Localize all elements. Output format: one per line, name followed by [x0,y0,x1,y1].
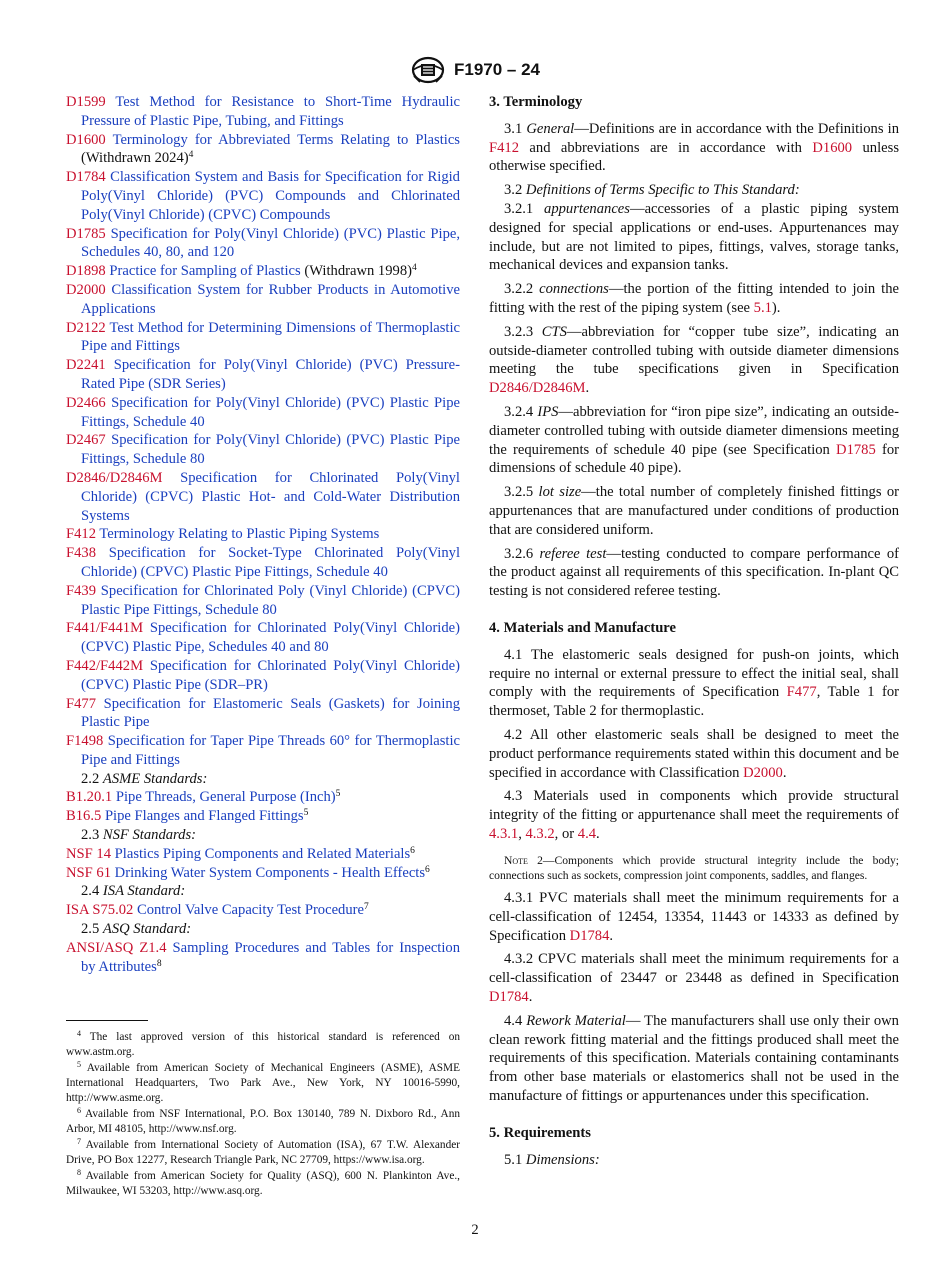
para-3-2-2: 3.2.2 connections—the portion of the fitting intended to join the fitting with the rest of the piping system (see 5.1). [489,281,899,316]
section-2-4: 2.4 ISA Standard: [81,883,186,900]
footnote-marker: 6 [425,864,430,875]
reference-item [66,469,460,525]
reference-title-link[interactable]: Specification for Elastomeric Seals (Gaskets) for Joining Plastic Pipe [81,695,460,731]
reference-list [66,93,460,770]
reference-title-link[interactable]: Specification for Socket-Type Chlorinated Poly(Vinyl Chloride) (CPVC) Plastic Pipe Fittings, Schedule 40 [81,545,460,580]
link-d1785[interactable]: D1785 [836,441,876,458]
section-2-5: 2.5 ASQ Standard: [81,921,192,938]
footnote-item [66,1107,460,1137]
isa-reference-list [66,901,460,920]
right-column [489,93,899,1174]
reference-title-link[interactable]: Specification for Chlorinated Poly (Vinyl Chloride) (CPVC) Plastic Pipe Fittings, Schedule 80 [81,582,460,618]
reference-item [66,131,460,169]
footnote-number: 7 [77,1137,81,1146]
footnote-divider [66,1020,148,1021]
footnote-marker: 5 [303,808,309,819]
link-4-4[interactable]: 4.4 [577,825,597,842]
reference-item [66,356,460,394]
reference-title-link[interactable]: Classification System and Basis for Specification for Rigid Poly(Vinyl Chloride) (PVC) Compounds and Chlorinated Poly(Vinyl Chloride) (CPVC) Compounds [81,169,460,223]
reference-title-link[interactable]: Drinking Water System Components - Health Effects [114,864,426,881]
reference-title-link[interactable]: Test Method for Resistance to Short-Time Hydraulic Pressure of Plastic Pipe, Tubing, and Fittings [81,94,461,129]
reference-title-link[interactable]: Pipe Flanges and Flanged Fittings [104,808,304,825]
reference-item [66,93,460,131]
footnote-text: Available from NSF International, P.O. Box 130140, 789 N. Dixboro Rd., Ann Arbor, MI 48105, http://www.nsf.org. [66,1108,461,1135]
reference-item [66,225,460,263]
link-d1600[interactable]: D1600 [812,139,853,156]
reference-code-link[interactable]: F477 [66,695,97,712]
para-3-2-4: 3.2.4 IPS—abbreviation for “iron pipe size”, indicating an outside-diameter controlled tubing with outside diameter dimensions meeting the requirements of schedule 40 pipe (see Specification D1785 for dimensions of schedule 40 pipe). [489,403,899,477]
reference-item [66,262,460,281]
reference-code-link[interactable]: D1785 [66,225,106,242]
footnotes [66,1030,460,1200]
reference-title-link[interactable]: Pipe Threads, General Purpose (Inch) [115,789,336,806]
footnote-text: Available from American Society of Mechanical Engineers (ASME), ASME International Headquarters, Two Park Ave., New York, NY 10016-5990, http://www.asme.org. [66,1062,460,1104]
reference-title-link[interactable]: Specification for Chlorinated Poly(Vinyl Chloride) (CPVC) Plastic Hot- and Cold-Water Distribution Systems [81,469,460,524]
reference-code-link[interactable]: B16.5 [66,808,102,825]
reference-code-link[interactable]: D1784 [66,169,106,186]
footnote-number: 5 [77,1060,81,1069]
footnote-item [66,1169,460,1199]
para-3-2-1: 3.2.1 appurtenances—accessories of a plastic piping system designed for special applications or end-uses. Appurtenances may include, but are not limited to pipes, fittings, valves, storage tanks, mechanical devices and expansion tanks. [489,200,899,274]
link-d1784-b[interactable]: D1784 [489,989,529,1006]
reference-code-link[interactable]: F439 [66,582,97,599]
footnote-marker: 7 [364,902,369,913]
reference-item [66,939,460,977]
note-2: Note 2—Components which provide structural integrity include the body; connections such as sockets, compression joint components, saddles, and flanges. [489,853,899,882]
section-2-2: 2.2 ASME Standards: [81,770,208,787]
para-3-2: 3.2 Definitions of Terms Specific to This Standard: [504,182,800,199]
reference-code-link[interactable]: D2241 [66,357,106,374]
nsf-reference-list [66,845,460,883]
footnote-text: Available from International Society of Automation (ISA), 67 T.W. Alexander Drive, PO Box 12277, Research Triangle Park, NC 27709, https://www.isa.org. [66,1139,461,1166]
reference-item [66,732,460,770]
footnote-number: 8 [77,1168,81,1177]
reference-title-link[interactable]: Specification for Chlorinated Poly(Vinyl Chloride) (CPVC) Plastic Pipe (SDR–PR) [81,657,460,693]
link-f412[interactable]: F412 [489,139,520,156]
reference-item [66,525,460,544]
reference-item [66,544,460,582]
reference-code-link[interactable]: NSF 61 [66,864,112,881]
reference-item [66,431,460,469]
para-4-3-1: 4.3.1 PVC materials shall meet the minimum requirements for a cell-classification of 12454, 13354, 11443 or 14333 as defined by Specification D1784. [489,890,899,944]
link-d2846[interactable]: D2846/D2846M [489,380,586,397]
reference-title-link[interactable]: Specification for Taper Pipe Threads 60° for Thermoplastic Pipe and Fittings [81,733,461,768]
link-4-3-1[interactable]: 4.3.1 [489,825,519,842]
reference-title-link[interactable]: Sampling Procedures and Tables for Inspection by Attributes [81,939,460,975]
footnote-marker: 6 [410,845,415,856]
footnote-marker: 8 [156,958,162,969]
footnote-text: The last approved version of this historical standard is referenced on www.astm.org. [66,1031,460,1058]
standard-designation: F1970 – 24 [453,60,540,79]
reference-code-link[interactable]: F1498 [66,733,104,750]
astm-logo-icon [410,56,446,84]
left-column [66,93,460,976]
reference-code-link[interactable]: D2467 [66,432,106,449]
reference-item [66,168,460,224]
para-4-4: 4.4 Rework Material— The manufacturers shall use only their own clean rework fitting material and the fittings produced shall meet the requirements of this specification. Materials containing contaminants from other base materials or elastomerics shall not be used in the manufacture of fittings or appurtenances under this specification. [489,1012,899,1105]
link-f477[interactable]: F477 [786,684,817,701]
footnote-item [66,1061,460,1106]
reference-status: (Withdrawn 2024) [81,150,189,167]
reference-title-link[interactable]: Control Valve Capacity Test Procedure [136,902,364,919]
reference-item [66,657,460,695]
para-3-2-5: 3.2.5 lot size—the total number of completely finished fittings or appurtenances that are manufactured under conditions of production that are considered uniform. [489,484,899,538]
reference-code-link[interactable]: NSF 14 [66,845,112,862]
footnote-item [66,1138,460,1168]
section-5-heading: 5. Requirements [489,1124,591,1141]
para-4-3-2: 4.3.2 CPVC materials shall meet the minimum requirements for a cell-classification of 23447 or 23448 as defined in Specification D1784. [489,951,899,1006]
reference-title-link[interactable]: Specification for Poly(Vinyl Chloride) (PVC) Plastic Pipe, Schedules 40, 80, and 120 [81,225,460,261]
reference-code-link[interactable]: F412 [66,526,97,543]
reference-title-link[interactable]: Classification System for Rubber Products in Automotive Applications [81,281,460,317]
footnote-text: Available from American Society for Quality (ASQ), 600 N. Plankinton Ave., Milwaukee, WI 53203, http://www.asq.org. [66,1170,460,1197]
reference-item [66,619,460,657]
reference-item [66,695,460,733]
reference-code-link[interactable]: F442/F442M [66,657,144,674]
footnote-item [66,1030,460,1060]
reference-item [66,845,460,864]
link-d2000[interactable]: D2000 [743,764,783,781]
para-5-1: 5.1 Dimensions: [504,1151,600,1168]
link-d1784-a[interactable]: D1784 [569,927,610,944]
reference-item [66,281,460,319]
page-number: 2 [471,1222,479,1238]
footnote-marker: 5 [335,789,341,800]
reference-item [66,582,460,620]
link-4-3-2[interactable]: 4.3.2 [525,825,555,842]
reference-code-link[interactable]: D1599 [66,94,106,110]
reference-item [66,788,460,807]
reference-title-link[interactable]: Specification for Poly(Vinyl Chloride) (PVC) Plastic Pipe Fittings, Schedule 40 [81,394,460,430]
reference-code-link[interactable]: F441/F441M [66,620,144,637]
footnote-number: 6 [77,1106,81,1115]
page-header [0,56,950,84]
reference-code-link[interactable]: D2846/D2846M [66,469,163,486]
link-5-1[interactable]: 5.1 [753,299,772,316]
reference-title-link[interactable]: Terminology for Abbreviated Terms Relating to Plastics [112,131,460,148]
reference-code-link[interactable]: D2466 [66,394,106,411]
reference-status: (Withdrawn 1998) [304,263,412,280]
footnote-marker: 4 [188,150,194,161]
reference-title-link[interactable]: Test Method for Determining Dimensions of Thermoplastic Pipe and Fittings [81,319,460,355]
section-2-3: 2.3 NSF Standards: [81,827,197,844]
reference-code-link[interactable]: D2000 [66,281,106,298]
reference-code-link[interactable]: ANSI/ASQ Z1.4 [66,939,167,956]
para-3-2-3: 3.2.3 CTS—abbreviation for “copper tube size”, indicating an outside-diameter controlled tubing with outside diameter dimensions meeting the tube specifications given in Specification D2846/D2846M. [489,323,900,397]
reference-code-link[interactable]: B1.20.1 [66,789,113,806]
reference-code-link[interactable]: ISA S75.02 [66,902,134,919]
asq-reference-list [66,939,460,977]
reference-code-link[interactable]: D2122 [66,319,106,336]
asme-reference-list [66,788,460,826]
para-4-1: 4.1 The elastomeric seals designed for push-on joints, which require no internal or external pressure to effect the initial seal, shall comply with the requirements of Specification F477, Table 1 for thermoset, Table 2 for thermoplastic. [489,646,899,720]
section-4-heading: 4. Materials and Manufacture [489,619,676,636]
reference-code-link[interactable]: D1898 [66,263,106,280]
reference-title-link[interactable]: Plastics Piping Components and Related Materials [114,845,411,862]
footnote-number: 4 [77,1029,81,1038]
reference-title-link[interactable]: Specification for Poly(Vinyl Chloride) (PVC) Plastic Pipe Fittings, Schedule 80 [81,432,460,468]
reference-title-link[interactable]: Practice for Sampling of Plastics [109,263,301,280]
section-3-heading: 3. Terminology [489,94,583,110]
reference-title-link[interactable]: Specification for Chlorinated Poly(Vinyl Chloride) (CPVC) Plastic Pipe, Schedules 40 and 80 [81,620,460,656]
para-4-2: 4.2 All other elastomeric seals shall be designed to meet the product performance requirements stated within this document and be specified in accordance with Classification D2000. [489,726,899,781]
reference-code-link[interactable]: F438 [66,545,97,562]
reference-code-link[interactable]: D1600 [66,131,106,148]
reference-item [66,319,460,357]
reference-item [66,864,460,883]
reference-title-link[interactable]: Specification for Poly(Vinyl Chloride) (PVC) Pressure-Rated Pipe (SDR Series) [81,357,460,392]
para-3-1: 3.1 General—Definitions are in accordance with the Definitions in F412 and abbreviations are in accordance with D1600 unless otherwise specified. [489,120,899,175]
reference-item [66,807,460,826]
reference-title-link[interactable]: Terminology Relating to Plastic Piping Systems [99,526,380,543]
para-3-2-6: 3.2.6 referee test—testing conducted to compare performance of the product against all requirements of this specification. In-plant QC testing is not considered referee testing. [489,545,899,600]
reference-item [66,394,460,432]
para-4-3: 4.3 Materials used in components which provide structural integrity of the fitting or appurtenance shall meet the requirements of 4.3.1, 4.3.2, or 4.4. [489,788,899,842]
reference-item [66,901,460,920]
footnote-marker: 4 [411,263,417,274]
